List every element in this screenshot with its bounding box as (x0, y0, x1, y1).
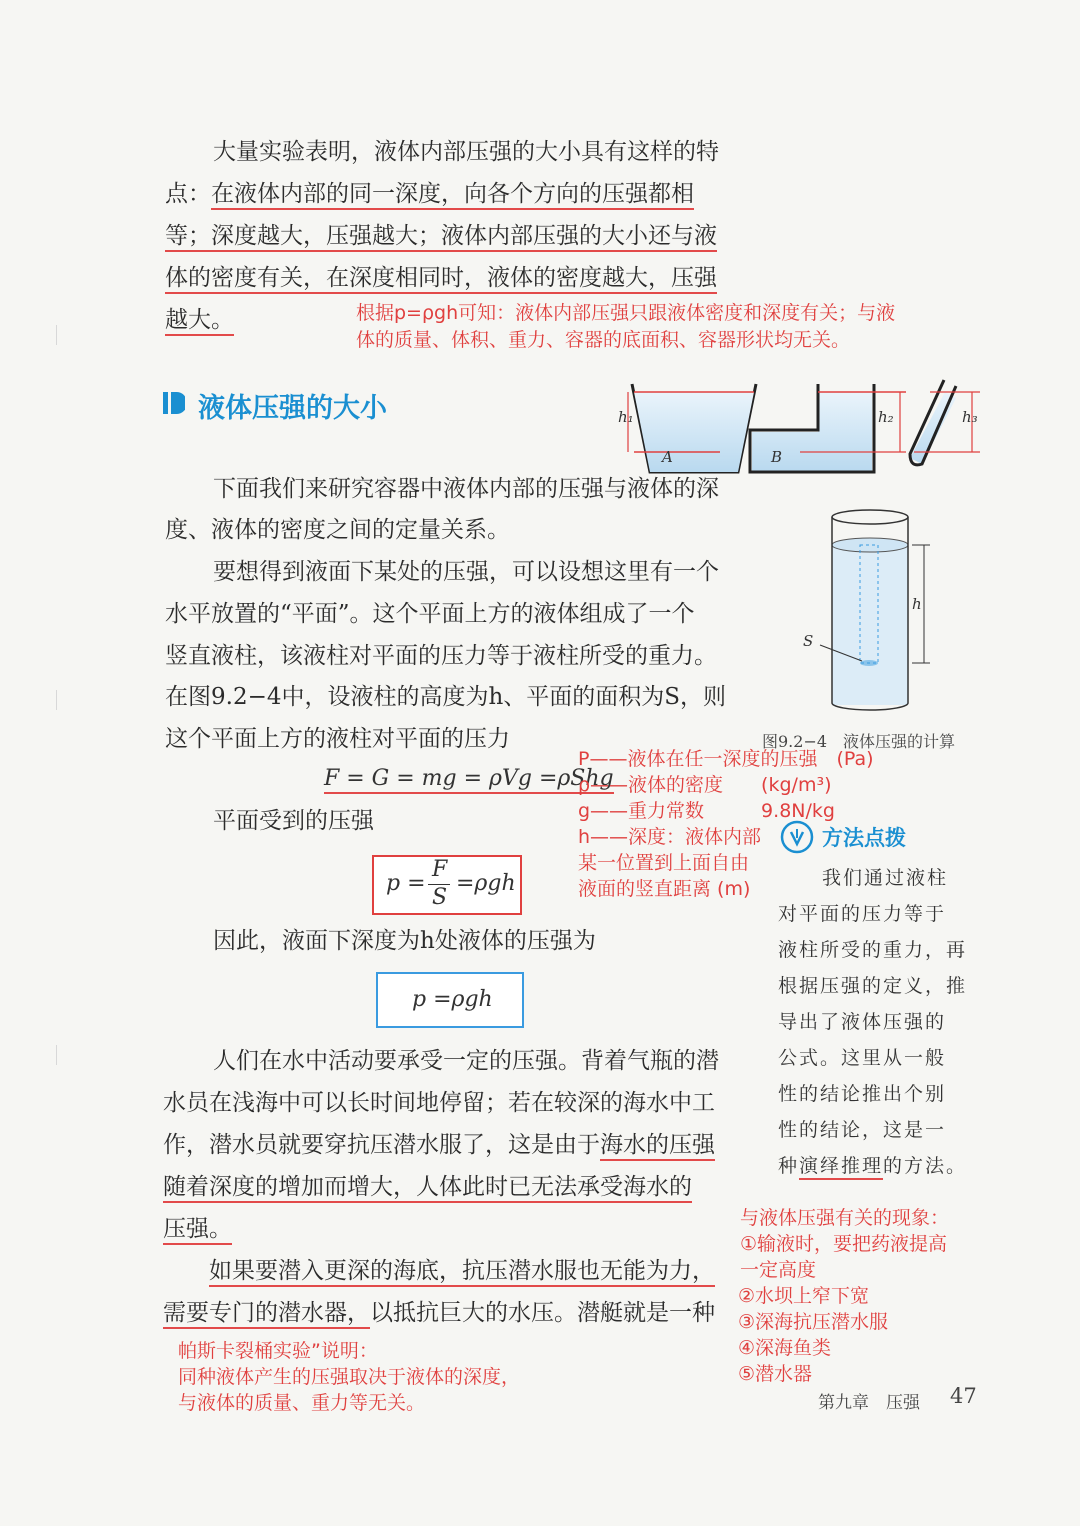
para1-line2-b: 在液体内部的同一深度，向各个方向的压强都相 (211, 181, 694, 210)
formula-force (324, 766, 614, 791)
para6-line5 (163, 1208, 232, 1250)
para1-line1: 大量实验表明，液体内部压强的大小具有这样的特 (213, 139, 719, 165)
label-h2: h₂ (878, 408, 894, 426)
para3-line3: 竖直液柱，该液柱对平面的压力等于液柱所受的重力。 (165, 643, 717, 669)
para1-line3-a: 等；深度越大，压强越大； (165, 223, 441, 252)
para1-line3-b: 液体内部压强的大小还与液 (441, 223, 717, 252)
label-h3: h₃ (962, 408, 978, 426)
label-B: B (771, 448, 783, 466)
para3-line1: 要想得到液面下某处的压强，可以设想这里有一个 (213, 559, 719, 585)
para6-line1: 人们在水中活动要承受一定的压强。背着气瓶的潜 (213, 1048, 719, 1074)
para7-line1 (209, 1250, 715, 1292)
method-line3: 液柱所受的重力，再 (778, 939, 968, 961)
margin-mark (56, 690, 57, 710)
legend-line3: g——重力常数 9.8N/kg (578, 800, 835, 822)
method-line1: 我们通过液柱 (822, 867, 949, 889)
para6-line3-a: 作，潜水员就要穿抗压潜水服了，这是由于 (163, 1132, 600, 1158)
margin-mark (56, 1045, 57, 1065)
legend-line1: P——液体在任一深度的压强 (Pa) (578, 748, 874, 770)
method-line7: 性的结论推出个别 (778, 1083, 947, 1105)
para7-line2 (163, 1292, 715, 1334)
legend-line5: 某一位置到上面自由 (578, 852, 750, 874)
phenomena-item1: ①输液时，要把药液提高 (740, 1233, 948, 1255)
para2-line1: 下面我们来研究容器中液体内部的压强与液体的深 (213, 476, 719, 502)
para4: 平面受到的压强 (213, 808, 374, 834)
label-S: S (803, 632, 814, 650)
para6-line3-b: 海水的压强 (600, 1132, 715, 1161)
phenomena-item2: ②水坝上窄下宽 (738, 1285, 870, 1307)
method-last-a: 种 (778, 1155, 800, 1177)
para1-line2 (165, 173, 694, 215)
legend-line6: 液面的竖直距离 (m) (578, 878, 751, 900)
para3-line4: 在图9.2−4中，设液柱的高度为h、平面的面积为S，则 (165, 684, 727, 710)
page-number: 47 (950, 1384, 977, 1408)
method-line9 (778, 1148, 967, 1184)
method-line5: 导出了液体压强的 (778, 1011, 947, 1033)
para2-line2: 度、液体的密度之间的定量关系。 (165, 517, 510, 543)
formula2-lhs: p = (386, 871, 426, 896)
phenomena-item4: ④深海鱼类 (738, 1337, 832, 1359)
para6-line2: 水员在浅海中可以长时间地停留；若在较深的海水中工 (163, 1090, 715, 1116)
label-h1: h₁ (618, 408, 634, 426)
figure-caption: 图9.2−4 液体压强的计算 (762, 732, 956, 751)
para1-line3 (165, 215, 717, 257)
formula2-rhs: =ρgh (456, 871, 516, 896)
para6-line3 (163, 1124, 715, 1166)
para3-line5: 这个平面上方的液柱对平面的压力 (165, 726, 510, 752)
formula2-denominator: S (432, 885, 448, 910)
phenomena-item1-cont: 一定高度 (740, 1259, 817, 1281)
heading-marker-icon (163, 390, 185, 416)
para1-line5 (165, 299, 234, 341)
pascal-line2: 同种液体产生的压强取决于液体的深度， (178, 1366, 521, 1388)
para6-line4-text: 随着深度的增加而增大，人体此时已无法承受海水的 (163, 1174, 692, 1203)
formula-depth-box (376, 972, 524, 1028)
para5: 因此，液面下深度为h处液体的压强为 (213, 928, 596, 954)
para6-line5-text: 压强。 (163, 1216, 232, 1245)
margin-mark (56, 325, 57, 345)
para1-line2-a: 点： (165, 181, 211, 207)
label-h: h (912, 595, 922, 613)
para1-line5-text: 越大。 (165, 307, 234, 336)
method-line2: 对平面的压力等于 (778, 903, 947, 925)
footer-chapter: 第九章 压强 (818, 1393, 920, 1413)
method-title: 方法点拨 (822, 826, 906, 850)
method-line6: 公式。这里从一般 (778, 1047, 947, 1069)
phenomena-item5: ⑤潜水器 (738, 1363, 813, 1385)
section-heading: 液体压强的大小 (198, 393, 387, 424)
para3-line2: 水平放置的“平面”。这个平面上方的液体组成了一个 (165, 601, 695, 627)
formula3-text: p =ρgh (412, 987, 493, 1012)
pascal-line3: 与液体的质量、重力等无关。 (178, 1392, 426, 1414)
note1-line1: 根据p=ρgh可知：液体内部压强只跟液体密度和深度有关；与液 (356, 302, 896, 324)
legend-line4: h——深度：液体内部 (578, 826, 762, 848)
para7-line1-text: 如果要潜入更深的海底，抗压潜水服也无能为力， (209, 1258, 715, 1287)
label-A: A (662, 448, 673, 466)
legend-line2: ρ——液体的密度 (kg/m³) (578, 774, 832, 796)
method-last-c: 的方法。 (883, 1155, 968, 1177)
method-last-b: 演绎推理 (799, 1155, 883, 1180)
phenomena-title: 与液体压强有关的现象： (740, 1207, 950, 1229)
phenomena-item3: ③深海抗压潜水服 (738, 1311, 889, 1333)
formula-pressure-box (372, 855, 522, 915)
method-line4: 根据压强的定义，推 (778, 975, 968, 997)
para7-line2-b: 以抵抗巨大的水压。潜艇就是一种 (370, 1300, 715, 1326)
method-line8: 性的结论，这是一 (778, 1119, 947, 1141)
para1-line4-text: 体的密度有关，在深度相同时，液体的密度越大，压强 (165, 265, 717, 294)
para7-line2-a: 需要专门的潜水器， (163, 1300, 370, 1329)
lightbulb-icon (780, 820, 814, 854)
note1-line2: 体的质量、体积、重力、容器的底面积、容器形状均无关。 (356, 329, 851, 351)
pascal-line1: 帕斯卡裂桶实验”说明： (178, 1340, 378, 1362)
formula-force-text: F = G = mg = ρVg =ρShg (324, 766, 614, 794)
para6-line4 (163, 1166, 692, 1208)
formula2-numerator: F (432, 857, 448, 882)
para1-line4 (165, 257, 717, 299)
